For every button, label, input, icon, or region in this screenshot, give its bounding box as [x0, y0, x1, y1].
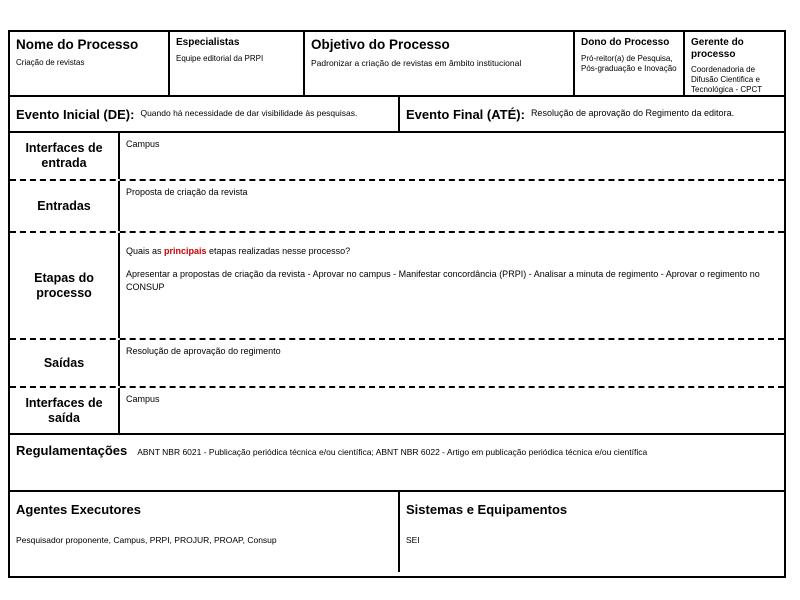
row-saidas: [10, 340, 784, 388]
agentes-executores-label: Agentes Executores: [16, 502, 141, 517]
agentes-executores-value: Pesquisador proponente, Campus, PRPI, PROJUR, PROAP, Consup: [16, 535, 277, 545]
row-value-entradas: Proposta de criação da revista: [126, 187, 248, 197]
process-manager-cell: [685, 32, 784, 95]
specialists-label: Especialistas: [176, 37, 240, 48]
initial-event-cell: [10, 97, 400, 131]
row-label-entradas: Entradas: [10, 181, 120, 231]
process-name-label: Nome do Processo: [16, 37, 139, 52]
process-owner-cell: [575, 32, 685, 95]
objective-cell: [305, 32, 575, 95]
row-label-interfaces-saida: Interfaces de saída: [10, 388, 120, 433]
row-value-etapas-processo: [120, 233, 784, 338]
process-sheet-frame: [8, 30, 786, 578]
process-manager-value: Coordenadoria de Difusão Cientifica e Tecnológica - CPCT: [691, 65, 763, 94]
final-event-cell: [400, 97, 784, 131]
regulamentacoes-label: Regulamentações: [16, 443, 128, 458]
objective-value: Padronizar a criação de revistas em âmbito institucional: [311, 57, 522, 68]
specialists-cell: [170, 32, 305, 95]
etapas-question-highlight: principais: [164, 246, 207, 256]
regulamentacoes-value: ABNT NBR 6021 - Publicação periódica técnica e/ou científica; ABNT NBR 6022 - Artigo em publicação periódica técnica e/ou científica: [137, 447, 648, 457]
sistemas-equipamentos-label: Sistemas e Equipamentos: [406, 502, 568, 517]
row-entradas: [10, 181, 784, 233]
process-name-cell: [10, 32, 170, 95]
row-etapas-processo: [10, 233, 784, 340]
process-name-value: Criação de revistas: [16, 57, 85, 67]
sistemas-equipamentos-cell: [400, 492, 784, 572]
sistemas-equipamentos-value: SEI: [406, 535, 420, 545]
row-interfaces-entrada: [10, 133, 784, 181]
row-regulamentacoes: [10, 435, 784, 492]
process-owner-label: Dono do Processo: [581, 37, 670, 48]
objective-label: Objetivo do Processo: [311, 37, 450, 52]
final-event-label: Evento Final (ATÉ):: [406, 106, 525, 122]
process-manager-label: Gerente do processo: [691, 37, 744, 60]
row-label-saidas: Saídas: [10, 340, 120, 386]
row-interfaces-saida: [10, 388, 784, 435]
etapas-steps: Apresentar a propostas de criação da revista - Aprovar no campus - Manifestar concordância (PRPI) - Analisar a minuta de regimento - Aprovar o regimento no CONSUP: [126, 269, 760, 293]
initial-event-label: Evento Inicial (DE):: [16, 106, 135, 122]
initial-event-value: Quando há necessidade de dar visibilidade às pesquisas.: [140, 108, 358, 119]
row-label-etapas-processo: Etapas do processo: [10, 233, 120, 338]
footer-band: [10, 492, 784, 572]
event-band: [10, 97, 784, 133]
etapas-question-prefix: Quais as: [126, 246, 165, 256]
etapas-question: [126, 245, 778, 258]
agentes-executores-cell: [10, 492, 400, 572]
process-owner-value: Pró-reitor(a) de Pesquisa, Pós-graduação e Inovação: [581, 53, 677, 73]
regulamentacoes-cell: [10, 435, 784, 490]
etapas-question-suffix: etapas realizadas nesse processo?: [206, 246, 351, 256]
final-event-value: Resolução de aprovação do Regimento da editora.: [530, 108, 735, 119]
header-band: [10, 32, 784, 97]
row-label-interfaces-entrada: Interfaces de entrada: [10, 133, 120, 179]
row-value-interfaces-saida: Campus: [126, 394, 160, 404]
row-value-interfaces-entrada: Campus: [126, 139, 160, 149]
row-value-saidas: Resolução de aprovação do regimento: [126, 346, 281, 356]
specialists-value: Equipe editorial da PRPI: [176, 53, 264, 63]
